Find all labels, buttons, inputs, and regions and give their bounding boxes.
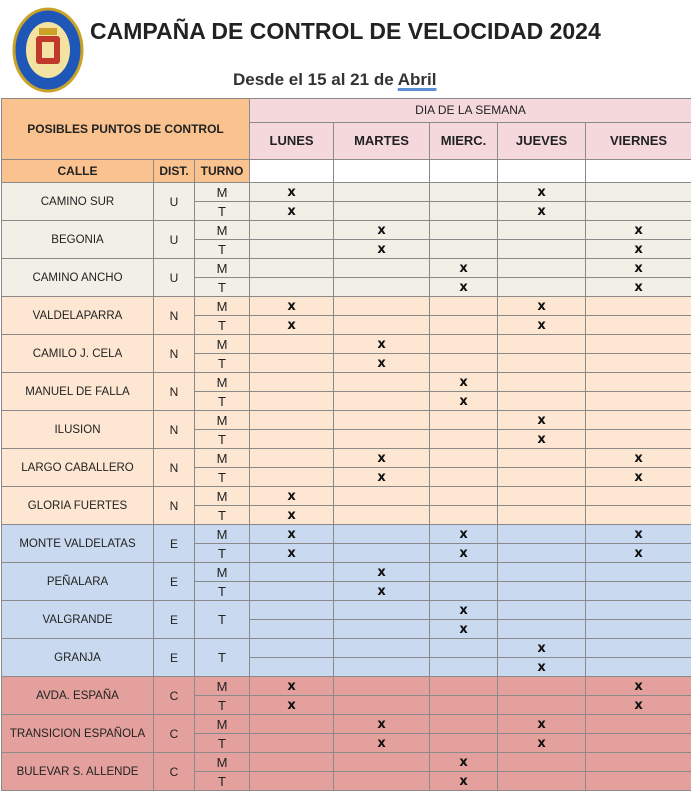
- empty-cell: [430, 487, 498, 506]
- empty-cell: [586, 430, 691, 449]
- street-column-header: CALLE: [2, 160, 154, 183]
- control-mark: x: [586, 696, 691, 715]
- table-row: [2, 183, 691, 202]
- empty-cell: [250, 468, 334, 487]
- shift-cell: M: [195, 373, 250, 392]
- empty-cell: [498, 259, 586, 278]
- empty-cell: [334, 753, 430, 772]
- shift-cell: M: [195, 715, 250, 734]
- shift-cell: M: [195, 487, 250, 506]
- empty-cell: [586, 563, 691, 582]
- street-cell: ILUSION: [2, 411, 154, 449]
- empty-cell: [250, 411, 334, 430]
- district-cell: N: [154, 411, 195, 449]
- empty-cell: [498, 620, 586, 639]
- empty-cell: [586, 658, 691, 677]
- shift-cell: T: [195, 240, 250, 259]
- district-cell: C: [154, 753, 195, 791]
- control-mark: x: [586, 449, 691, 468]
- empty-cell: [430, 354, 498, 373]
- street-cell: VALDELAPARRA: [2, 297, 154, 335]
- district-cell: U: [154, 221, 195, 259]
- empty-cell: [334, 373, 430, 392]
- empty-cell: [250, 753, 334, 772]
- empty-cell: [498, 677, 586, 696]
- empty-cell: [430, 430, 498, 449]
- empty-cell: [586, 601, 691, 620]
- control-mark: x: [334, 354, 430, 373]
- empty-cell: [430, 316, 498, 335]
- empty-cell: [334, 297, 430, 316]
- empty-cell: [430, 734, 498, 753]
- shift-cell: M: [195, 411, 250, 430]
- empty-cell: [334, 316, 430, 335]
- day-header: LUNES: [250, 122, 334, 159]
- control-mark: x: [498, 411, 586, 430]
- empty-cell: [498, 373, 586, 392]
- shift-cell: T: [195, 544, 250, 563]
- empty-cell: [498, 449, 586, 468]
- shift-cell: T: [195, 392, 250, 411]
- control-mark: x: [498, 297, 586, 316]
- empty-cell: [498, 582, 586, 601]
- empty-cell: [334, 202, 430, 221]
- empty-cell: [430, 449, 498, 468]
- table-row: [2, 487, 691, 506]
- empty-cell: [430, 563, 498, 582]
- shift-cell: T: [195, 582, 250, 601]
- empty-cell: [334, 183, 430, 202]
- day-header: VIERNES: [586, 122, 691, 159]
- day-header: JUEVES: [498, 122, 586, 159]
- empty-cell: [334, 487, 430, 506]
- empty-cell: [334, 772, 430, 791]
- control-mark: x: [250, 487, 334, 506]
- control-mark: x: [586, 259, 691, 278]
- empty-cell: [498, 753, 586, 772]
- empty-cell: [334, 411, 430, 430]
- control-mark: x: [430, 753, 498, 772]
- control-mark: x: [498, 734, 586, 753]
- shift-cell: M: [195, 525, 250, 544]
- empty-cell: [250, 601, 334, 620]
- blank-cell: [430, 160, 498, 183]
- empty-cell: [586, 772, 691, 791]
- empty-cell: [250, 392, 334, 411]
- control-mark: x: [586, 468, 691, 487]
- empty-cell: [250, 563, 334, 582]
- shift-cell: T: [195, 278, 250, 297]
- control-mark: x: [430, 772, 498, 791]
- shift-cell: M: [195, 563, 250, 582]
- control-mark: x: [334, 734, 430, 753]
- empty-cell: [250, 582, 334, 601]
- street-cell: LARGO CABALLERO: [2, 449, 154, 487]
- shift-cell: T: [195, 506, 250, 525]
- empty-cell: [334, 696, 430, 715]
- shift-cell: T: [195, 430, 250, 449]
- empty-cell: [334, 601, 430, 620]
- street-cell: GLORIA FUERTES: [2, 487, 154, 525]
- control-schedule-table: [1, 98, 691, 791]
- table-row: [2, 221, 691, 240]
- empty-cell: [498, 696, 586, 715]
- empty-cell: [250, 240, 334, 259]
- control-mark: x: [586, 278, 691, 297]
- empty-cell: [250, 449, 334, 468]
- shift-cell: M: [195, 183, 250, 202]
- street-cell: CAMILO J. CELA: [2, 335, 154, 373]
- empty-cell: [430, 335, 498, 354]
- table-row: [2, 677, 691, 696]
- empty-cell: [498, 468, 586, 487]
- street-cell: MANUEL DE FALLA: [2, 373, 154, 411]
- weekday-header: DIA DE LA SEMANA: [250, 99, 691, 123]
- table-row: [2, 525, 691, 544]
- empty-cell: [586, 620, 691, 639]
- table-row: [2, 449, 691, 468]
- empty-cell: [430, 297, 498, 316]
- control-points-header: POSIBLES PUNTOS DE CONTROL: [2, 99, 250, 160]
- empty-cell: [334, 430, 430, 449]
- district-cell: E: [154, 525, 195, 563]
- empty-cell: [586, 354, 691, 373]
- empty-cell: [250, 734, 334, 753]
- table-row: [2, 563, 691, 582]
- district-cell: C: [154, 715, 195, 753]
- empty-cell: [250, 335, 334, 354]
- table-row: [2, 335, 691, 354]
- street-cell: CAMINO ANCHO: [2, 259, 154, 297]
- shift-cell: T: [195, 639, 250, 677]
- street-cell: TRANSICION ESPAÑOLA: [2, 715, 154, 753]
- control-mark: x: [430, 392, 498, 411]
- empty-cell: [586, 335, 691, 354]
- shift-cell: M: [195, 753, 250, 772]
- empty-cell: [250, 430, 334, 449]
- empty-cell: [498, 601, 586, 620]
- empty-cell: [334, 658, 430, 677]
- date-range-prefix: Desde el 15 al 21 de: [233, 70, 398, 89]
- date-range-month: Abril: [397, 70, 437, 89]
- district-cell: C: [154, 677, 195, 715]
- table-row: [2, 601, 691, 620]
- control-mark: x: [498, 639, 586, 658]
- district-cell: E: [154, 601, 195, 639]
- blank-cell: [250, 160, 334, 183]
- shift-cell: T: [195, 696, 250, 715]
- street-cell: BEGONIA: [2, 221, 154, 259]
- shift-cell: M: [195, 677, 250, 696]
- table-row: [2, 373, 691, 392]
- empty-cell: [586, 715, 691, 734]
- control-mark: x: [334, 563, 430, 582]
- empty-cell: [498, 221, 586, 240]
- shift-cell: T: [195, 772, 250, 791]
- table-row: [2, 411, 691, 430]
- control-mark: x: [250, 183, 334, 202]
- empty-cell: [498, 392, 586, 411]
- empty-cell: [586, 582, 691, 601]
- empty-cell: [250, 259, 334, 278]
- empty-cell: [430, 221, 498, 240]
- control-mark: x: [334, 449, 430, 468]
- table-row: [2, 639, 691, 658]
- district-cell: N: [154, 373, 195, 411]
- empty-cell: [430, 506, 498, 525]
- district-column-header: DIST.: [154, 160, 195, 183]
- shift-cell: M: [195, 449, 250, 468]
- empty-cell: [498, 487, 586, 506]
- control-mark: x: [250, 696, 334, 715]
- day-header: MIERC.: [430, 122, 498, 159]
- empty-cell: [334, 620, 430, 639]
- district-cell: N: [154, 335, 195, 373]
- control-mark: x: [586, 240, 691, 259]
- empty-cell: [250, 658, 334, 677]
- empty-cell: [498, 506, 586, 525]
- table-row: [2, 753, 691, 772]
- empty-cell: [334, 544, 430, 563]
- control-mark: x: [586, 221, 691, 240]
- empty-cell: [430, 240, 498, 259]
- control-mark: x: [586, 677, 691, 696]
- shift-cell: M: [195, 335, 250, 354]
- empty-cell: [586, 373, 691, 392]
- control-mark: x: [498, 183, 586, 202]
- empty-cell: [586, 639, 691, 658]
- empty-cell: [430, 715, 498, 734]
- street-cell: AVDA. ESPAÑA: [2, 677, 154, 715]
- empty-cell: [250, 221, 334, 240]
- empty-cell: [430, 658, 498, 677]
- control-mark: x: [250, 506, 334, 525]
- district-cell: E: [154, 563, 195, 601]
- control-mark: x: [430, 373, 498, 392]
- empty-cell: [250, 639, 334, 658]
- control-mark: x: [498, 658, 586, 677]
- table-row: [2, 715, 691, 734]
- shift-cell: T: [195, 354, 250, 373]
- empty-cell: [430, 582, 498, 601]
- empty-cell: [586, 297, 691, 316]
- control-mark: x: [334, 221, 430, 240]
- empty-cell: [334, 525, 430, 544]
- control-mark: x: [498, 316, 586, 335]
- shift-cell: M: [195, 221, 250, 240]
- shift-cell: T: [195, 316, 250, 335]
- table-row: [2, 297, 691, 316]
- control-mark: x: [430, 620, 498, 639]
- district-cell: N: [154, 449, 195, 487]
- empty-cell: [586, 734, 691, 753]
- empty-cell: [250, 772, 334, 791]
- street-cell: GRANJA: [2, 639, 154, 677]
- shift-column-header: TURNO: [195, 160, 250, 183]
- district-cell: E: [154, 639, 195, 677]
- control-mark: x: [586, 544, 691, 563]
- empty-cell: [498, 525, 586, 544]
- empty-cell: [430, 696, 498, 715]
- empty-cell: [250, 354, 334, 373]
- empty-cell: [430, 639, 498, 658]
- empty-cell: [586, 202, 691, 221]
- empty-cell: [430, 183, 498, 202]
- control-mark: x: [498, 430, 586, 449]
- district-cell: N: [154, 297, 195, 335]
- shift-cell: T: [195, 734, 250, 753]
- empty-cell: [586, 183, 691, 202]
- empty-cell: [334, 506, 430, 525]
- district-cell: U: [154, 183, 195, 221]
- control-mark: x: [334, 240, 430, 259]
- street-cell: BULEVAR S. ALLENDE: [2, 753, 154, 791]
- control-mark: x: [250, 316, 334, 335]
- empty-cell: [430, 202, 498, 221]
- empty-cell: [586, 411, 691, 430]
- street-cell: CAMINO SUR: [2, 183, 154, 221]
- police-badge-icon: [12, 6, 84, 94]
- control-mark: x: [334, 335, 430, 354]
- blank-cell: [586, 160, 691, 183]
- shift-cell: M: [195, 259, 250, 278]
- control-mark: x: [334, 715, 430, 734]
- empty-cell: [250, 278, 334, 297]
- empty-cell: [498, 563, 586, 582]
- day-header: MARTES: [334, 122, 430, 159]
- empty-cell: [586, 487, 691, 506]
- control-mark: x: [430, 544, 498, 563]
- control-mark: x: [250, 297, 334, 316]
- empty-cell: [586, 316, 691, 335]
- empty-cell: [498, 240, 586, 259]
- control-mark: x: [250, 677, 334, 696]
- empty-cell: [334, 392, 430, 411]
- street-cell: MONTE VALDELATAS: [2, 525, 154, 563]
- document-header: [0, 0, 691, 98]
- shift-cell: T: [195, 601, 250, 639]
- shift-cell: T: [195, 202, 250, 221]
- empty-cell: [586, 506, 691, 525]
- control-mark: x: [430, 259, 498, 278]
- district-cell: N: [154, 487, 195, 525]
- empty-cell: [250, 715, 334, 734]
- street-cell: VALGRANDE: [2, 601, 154, 639]
- shift-cell: T: [195, 468, 250, 487]
- control-mark: x: [250, 202, 334, 221]
- control-mark: x: [334, 468, 430, 487]
- empty-cell: [334, 639, 430, 658]
- empty-cell: [586, 392, 691, 411]
- control-mark: x: [250, 525, 334, 544]
- control-mark: x: [430, 601, 498, 620]
- empty-cell: [430, 677, 498, 696]
- empty-cell: [498, 772, 586, 791]
- empty-cell: [250, 620, 334, 639]
- control-mark: x: [498, 715, 586, 734]
- control-mark: x: [586, 525, 691, 544]
- empty-cell: [586, 753, 691, 772]
- shift-cell: M: [195, 297, 250, 316]
- control-mark: x: [430, 525, 498, 544]
- empty-cell: [334, 677, 430, 696]
- table-row: [2, 259, 691, 278]
- empty-cell: [430, 411, 498, 430]
- empty-cell: [334, 278, 430, 297]
- empty-cell: [498, 335, 586, 354]
- blank-cell: [498, 160, 586, 183]
- empty-cell: [498, 544, 586, 563]
- street-cell: PEÑALARA: [2, 563, 154, 601]
- control-mark: x: [498, 202, 586, 221]
- blank-cell: [334, 160, 430, 183]
- control-mark: x: [250, 544, 334, 563]
- empty-cell: [498, 354, 586, 373]
- empty-cell: [250, 373, 334, 392]
- control-mark: x: [430, 278, 498, 297]
- date-range: [233, 70, 436, 90]
- district-cell: U: [154, 259, 195, 297]
- empty-cell: [430, 468, 498, 487]
- empty-cell: [498, 278, 586, 297]
- empty-cell: [334, 259, 430, 278]
- page-title: CAMPAÑA DE CONTROL DE VELOCIDAD 2024: [90, 18, 601, 44]
- control-mark: x: [334, 582, 430, 601]
